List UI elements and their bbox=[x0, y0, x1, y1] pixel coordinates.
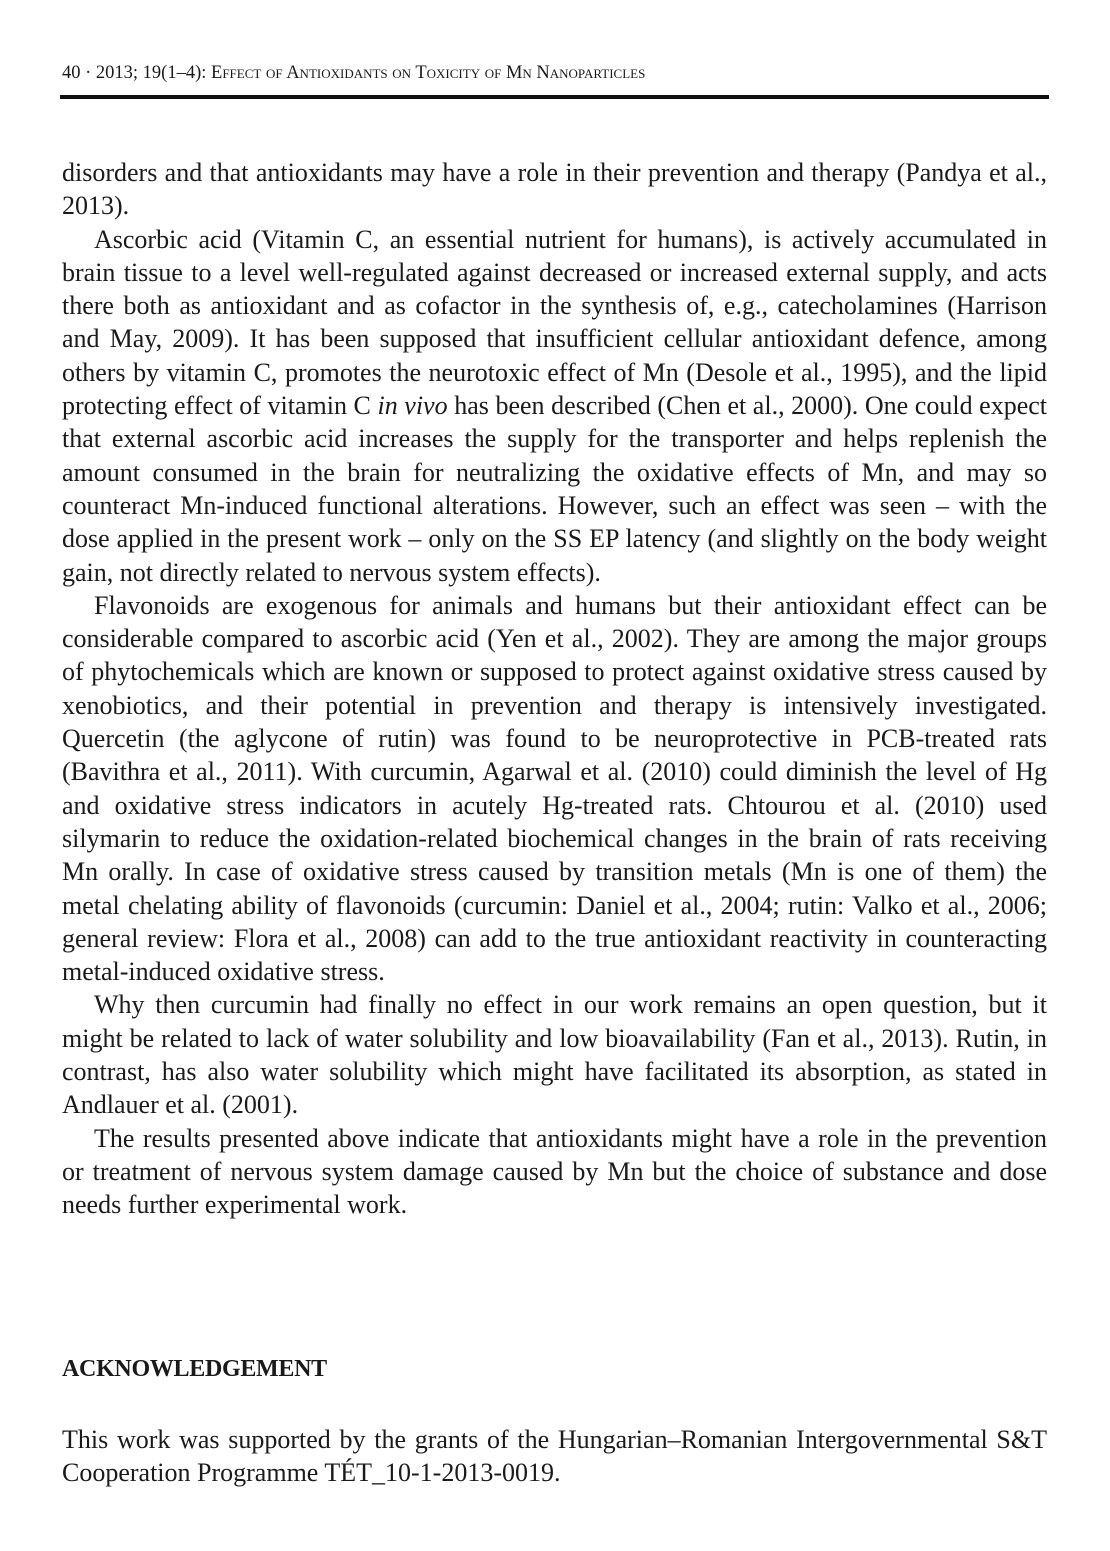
header-rule bbox=[60, 95, 1049, 99]
running-title: Effect of Antioxidants on Toxicity of Mn Nanoparticles bbox=[211, 63, 646, 83]
paragraph-conclusion: The results presented above indicate that antioxidants might have a role in the prevention or treatment of nervous system damage caused by Mn but the choice of substance and dose needs further experimental work. bbox=[62, 1123, 1047, 1220]
acknowledgement-heading: ACKNOWLEDGEMENT bbox=[62, 1356, 327, 1382]
paragraph-continuation: disorders and that antioxidants may have a role in their prevention and therapy (Pandya et al., 2013). bbox=[62, 158, 1047, 221]
italic-term: in vivo bbox=[377, 391, 448, 421]
header-separator: · bbox=[80, 63, 96, 83]
running-header bbox=[62, 63, 645, 84]
paragraph-flavonoids: Flavonoids are exogenous for animals and humans but their antioxidant effect can be considerable compared to ascorbic acid (Yen et al., 2002). They are among the major groups of phytochemicals which are known or supposed to protect against oxidative stress caused by xenobiotics, and their potential in prevention and therapy is intensively investigated. Quercetin (the aglycone of rutin) was found to be neuroprotective in PCB-treated rats (Bavithra et al., 2011). With curcumin, Agarwal et al. (2010) could diminish the level of Hg and oxidative stress indicators in acutely Hg-treated rats. Chtourou et al. (2010) used silymarin to reduce the oxidation-related biochemical changes in the brain of rats receiving Mn orally. In case of oxidative stress caused by transition metals (Mn is one of them) the metal chelating ability of flavonoids (curcumin: Daniel et al., 2004; rutin: Valko et al., 2006; general review: Flora et al., 2008) can add to the true antioxidant reactivity in counteracting metal-induced oxidative stress. bbox=[62, 590, 1047, 987]
journal-issue: 2013; 19(1–4): bbox=[95, 63, 212, 83]
paragraph-ascorbic-acid bbox=[62, 223, 1047, 589]
paragraph-text: has been described (Chen et al., 2000). One could expect that external ascorbic acid increases the supply for the transporter and helps replenish the amount consumed in the brain for neutralizing the oxidative effects of Mn, and may so counteract Mn-induced functional alterations. However, such an effect was seen – with the dose applied in the present work – only on the SS EP latency (and slightly on the body weight gain, not directly related to nervous system effects). bbox=[62, 391, 1047, 587]
paragraph-text: Ascorbic acid (Vitamin C, an essential nutrient for humans), is actively accumulated in brain tissue to a level well-regulated against decreased or increased external supply, and acts there both as antioxidant and as cofactor in the synthesis of, e.g., catecholamines (Harrison and May, 2009). It has been supposed that insufficient cellular antioxidant defence, among others by vitamin C, promotes the neurotoxic effect of Mn (Desole et al., 1995), and the lipid protecting effect of vitamin C bbox=[62, 224, 1047, 421]
page-number: 40 bbox=[62, 63, 81, 83]
paragraph-curcumin: Why then curcumin had finally no effect in our work remains an open question, but it might be related to lack of water solubility and low bioavailability (Fan et al., 2013). Rutin, in contrast, has also water solubility which might have facilitated its absorption, as stated in Andlauer et al. (2001). bbox=[62, 990, 1047, 1120]
body-text bbox=[62, 156, 1047, 1222]
acknowledgement-paragraph: This work was supported by the grants of the Hungarian–Romanian Intergovernmental S&T Cooperation Programme TÉT_10-1-2013-0019. bbox=[62, 1425, 1047, 1488]
acknowledgement-text bbox=[62, 1423, 1047, 1490]
